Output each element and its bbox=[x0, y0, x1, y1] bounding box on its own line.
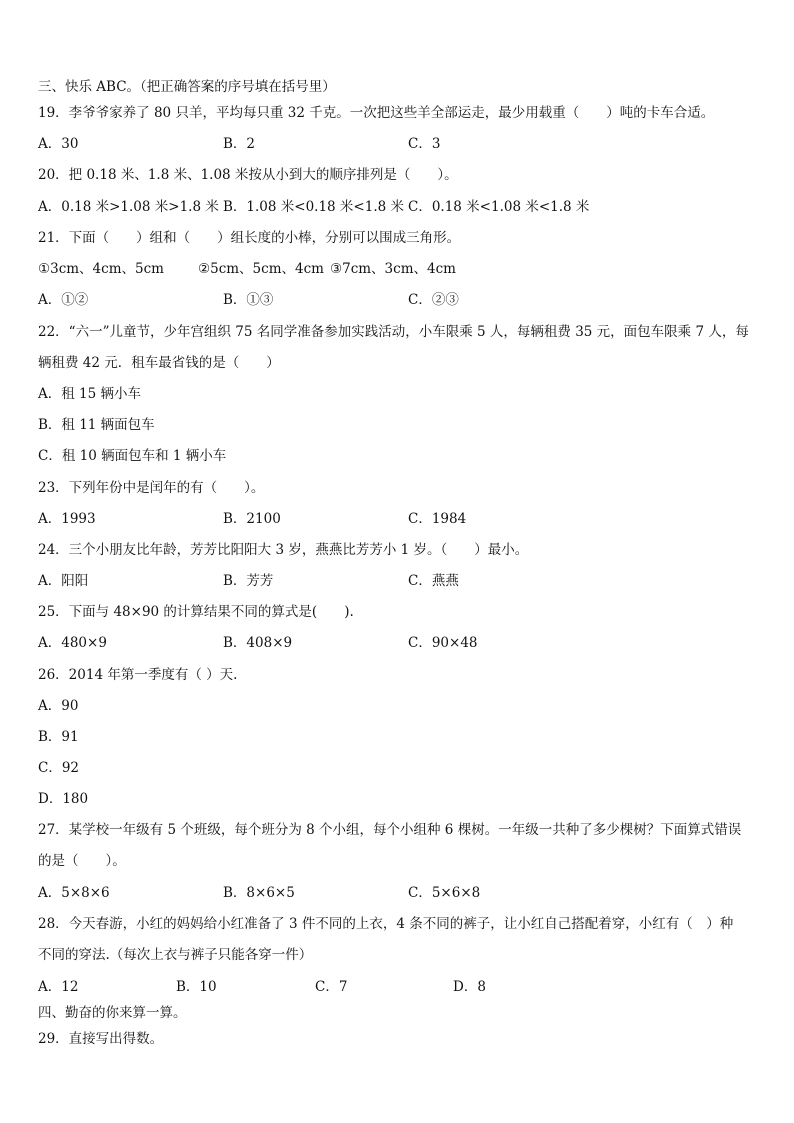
option-c: C．90×48 bbox=[408, 635, 478, 651]
option-c: C．7 bbox=[315, 979, 348, 995]
option-b: B．2100 bbox=[223, 511, 281, 527]
option-c: C．3 bbox=[408, 136, 441, 152]
question-22-option-b: B．租 11 辆面包车 bbox=[38, 417, 155, 433]
question-23: 23．下列年份中是闰年的有（ ）。 bbox=[38, 480, 265, 496]
option-a: A．480×9 bbox=[38, 635, 107, 651]
question-26: 26．2014 年第一季度有（ ）天. bbox=[38, 667, 238, 683]
option-b: B．①③ bbox=[223, 292, 274, 308]
option-c: C．②③ bbox=[408, 292, 459, 308]
option-a: A．12 bbox=[38, 979, 79, 995]
option-b: B．2 bbox=[223, 136, 256, 152]
question-26-option-a: A．90 bbox=[38, 698, 79, 714]
group-2: ②5cm、5cm、4cm bbox=[198, 261, 324, 277]
option-a: A．1993 bbox=[38, 511, 96, 527]
option-a: A．①② bbox=[38, 292, 89, 308]
option-b: B．8×6×5 bbox=[223, 885, 295, 901]
question-22: 22．“六一”儿童节，少年宫组织 75 名同学准备参加实践活动，小车限乘 5 人，每辆租费 35 元，面包车限乘 7 人，每 bbox=[38, 324, 749, 340]
option-b: B．408×9 bbox=[223, 635, 293, 651]
question-22-option-a: A．租 15 辆小车 bbox=[38, 386, 142, 402]
group-1: ①3cm、4cm、5cm bbox=[38, 261, 164, 277]
question-21: 21．下面（ ）组和（ ）组长度的小棒，分别可以围成三角形。 bbox=[38, 230, 461, 246]
option-d: D．8 bbox=[453, 979, 486, 995]
option-a: A．阳阳 bbox=[38, 573, 89, 589]
question-27-continued: 的是（ ）。 bbox=[38, 853, 126, 869]
option-a: A．5×8×6 bbox=[38, 885, 110, 901]
group-3: ③7cm、3cm、4cm bbox=[330, 261, 456, 277]
question-22-continued: 辆租费 42 元．租车最省钱的是（ ） bbox=[38, 355, 280, 371]
option-b: B．1.08 米<0.18 米<1.8 米 bbox=[223, 199, 405, 215]
section-4-title: 四、勤奋的你来算一算。 bbox=[38, 1005, 187, 1021]
question-25: 25．下面与 48×90 的计算结果不同的算式是( ). bbox=[38, 604, 354, 620]
question-24: 24．三个小朋友比年龄，芳芳比阳阳大 3 岁，燕燕比芳芳小 1 岁。（ ）最小。 bbox=[38, 542, 529, 558]
option-c: C．1984 bbox=[408, 511, 467, 527]
option-c: C．燕燕 bbox=[408, 573, 459, 589]
question-26-option-d: D．180 bbox=[38, 791, 89, 807]
question-26-option-c: C．92 bbox=[38, 760, 80, 776]
option-a: A．30 bbox=[38, 136, 79, 152]
option-c: C．5×6×8 bbox=[408, 885, 481, 901]
section-3-title: 三、快乐 ABC。（把正确答案的序号填在括号里） bbox=[38, 79, 336, 95]
question-26-option-b: B．91 bbox=[38, 729, 79, 745]
question-19: 19．李爷爷家养了 80 只羊，平均每只重 32 千克。一次把这些羊全部运走，最少用载重（ ）吨的卡车合适。 bbox=[38, 105, 715, 121]
question-28: 28．今天春游，小红的妈妈给小红准备了 3 件不同的上衣，4 条不同的裤子，让小红自己搭配着穿，小红有（ ）种 bbox=[38, 916, 734, 932]
question-20: 20．把 0.18 米、1.8 米、1.08 米按从小到大的顺序排列是（ ）。 bbox=[38, 167, 458, 183]
question-28-continued: 不同的穿法.（每次上衣与裤子只能各穿一件） bbox=[38, 947, 313, 963]
option-c: C．0.18 米<1.08 米<1.8 米 bbox=[408, 199, 590, 215]
option-b: B．芳芳 bbox=[223, 573, 274, 589]
question-29: 29．直接写出得数。 bbox=[38, 1031, 164, 1047]
question-27: 27．某学校一年级有 5 个班级，每个班分为 8 个小组，每个小组种 6 棵树。一年级一共种了多少棵树？下面算式错误 bbox=[38, 822, 742, 838]
option-b: B．10 bbox=[176, 979, 217, 995]
option-a: A．0.18 米>1.08 米>1.8 米 bbox=[38, 199, 219, 215]
question-22-option-c: C．租 10 辆面包车和 1 辆小车 bbox=[38, 448, 227, 464]
